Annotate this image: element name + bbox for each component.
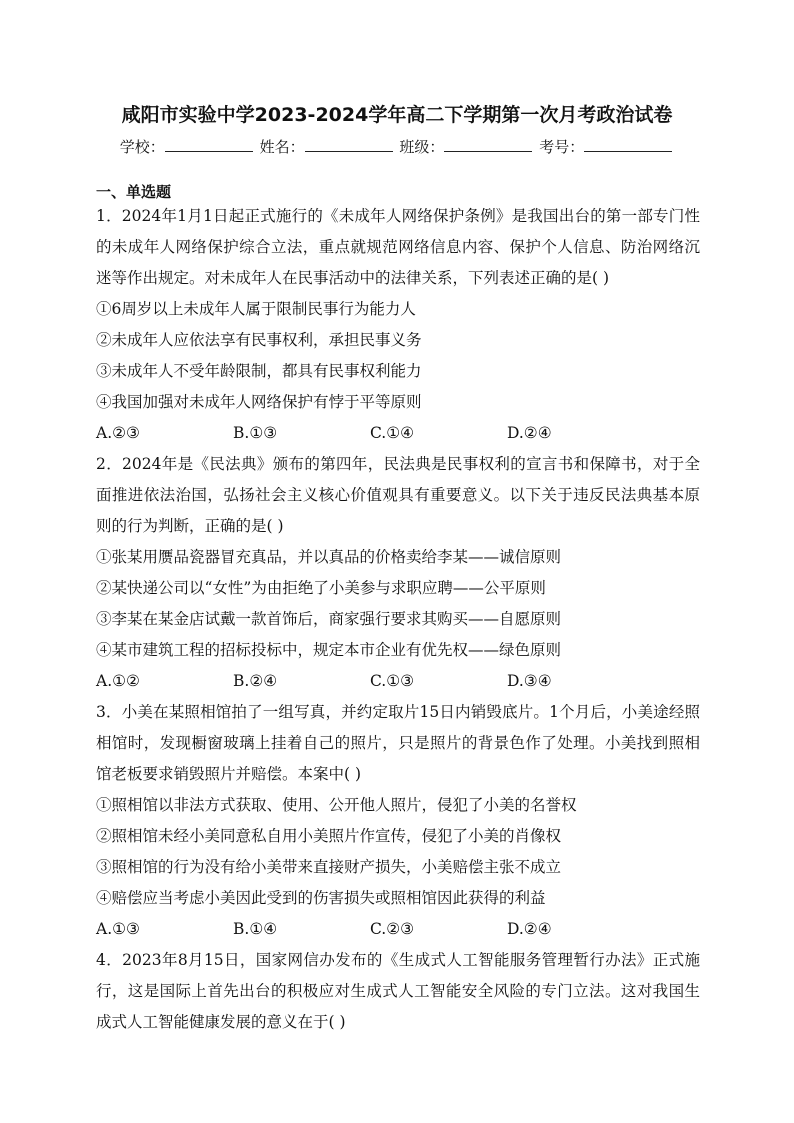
answer-choices [96, 666, 700, 697]
answer-choices [96, 418, 700, 449]
class-label: 班级： [399, 138, 445, 156]
statement-option: ①张某用赝品瓷器冒充真品，并以真品的价格卖给李某——诚信原则 [96, 548, 562, 566]
choice-d[interactable]: D.③④ [507, 672, 552, 690]
statement-option: ①6周岁以上未成年人属于限制民事行为能力人 [96, 300, 416, 318]
question-1 [96, 201, 700, 449]
choice-b[interactable]: B.②④ [233, 672, 278, 690]
choice-d[interactable]: D.②④ [507, 920, 552, 938]
choice-a[interactable]: A.①② [96, 672, 140, 690]
statement-option: ③李某在某金店试戴一款首饰后，商家强行要求其购买——自愿原则 [96, 610, 562, 628]
questions-body [96, 201, 700, 1038]
choice-a[interactable]: A.②③ [96, 424, 140, 442]
choice-d[interactable]: D.②④ [507, 424, 552, 442]
statement-option: ④我国加强对未成年人网络保护有悖于平等原则 [96, 393, 422, 411]
question-stem: 1．2024年1月1日起正式施行的《未成年人网络保护条例》是我国出台的第一部专门性的未成年人网络保护综合立法，重点就规范网络信息内容、保护个人信息、防治网络沉迷等作出规定。对未成年人在民事活动中的法律关系，下列表述正确的是( ) [96, 207, 700, 287]
statement-option: ④某市建筑工程的招标投标中，规定本市企业有优先权——绿色原则 [96, 641, 562, 659]
statement-option: ④赔偿应当考虑小美因此受到的伤害损失或照相馆因此获得的利益 [96, 889, 546, 907]
question-stem: 3．小美在某照相馆拍了一组写真，并约定取片15日内销毁底片。1个月后，小美途经照相馆时，发现橱窗玻璃上挂着自己的照片，只是照片的背景色作了处理。小美找到照相馆老板要求销毁照片并赔偿。本案中( ) [96, 703, 700, 783]
question-stem: 4．2023年8月15日，国家网信办发布的《生成式人工智能服务管理暂行办法》正式施行，这是国际上首先出台的积极应对生成式人工智能安全风险的专门立法。这对我国生成式人工智能健康发展的意义在于( ) [96, 951, 700, 1031]
exam-title: 咸阳市实验中学2023-2024学年高二下学期第一次月考政治试卷 [121, 104, 673, 126]
question-4 [96, 945, 700, 1038]
student-info-line [0, 136, 794, 157]
statement-option: ②未成年人应依法享有民事权利，承担民事义务 [96, 331, 422, 349]
choice-b[interactable]: B.①③ [233, 424, 278, 442]
choice-c[interactable]: C.②③ [370, 920, 415, 938]
answer-choices [96, 914, 700, 945]
choice-c[interactable]: C.①④ [370, 424, 415, 442]
name-label: 姓名： [259, 138, 305, 156]
question-2 [96, 449, 700, 697]
choice-b[interactable]: B.①④ [233, 920, 278, 938]
statement-option: ②照相馆未经小美同意私自用小美照片作宣传，侵犯了小美的肖像权 [96, 827, 562, 845]
number-blank[interactable] [584, 137, 672, 152]
number-label: 考号： [539, 138, 585, 156]
statement-option: ①照相馆以非法方式获取、使用、公开他人照片，侵犯了小美的名誉权 [96, 796, 577, 814]
statement-option: ③照相馆的行为没有给小美带来直接财产损失，小美赔偿主张不成立 [96, 858, 562, 876]
statement-option: ③未成年人不受年龄限制，都具有民事权利能力 [96, 362, 422, 380]
choice-a[interactable]: A.①③ [96, 920, 140, 938]
name-blank[interactable] [305, 137, 393, 152]
statement-option: ②某快递公司以“女性”为由拒绝了小美参与求职应聘——公平原则 [96, 579, 546, 597]
question-stem: 2．2024年是《民法典》颁布的第四年，民法典是民事权利的宣言书和保障书，对于全面推进依法治国，弘扬社会主义核心价值观具有重要意义。以下关于违反民法典基本原则的行为判断，正确的是( ) [96, 455, 700, 535]
question-3 [96, 697, 700, 945]
class-blank[interactable] [444, 137, 532, 152]
choice-c[interactable]: C.①③ [370, 672, 415, 690]
school-label: 学校： [119, 138, 165, 156]
section-title: 一、单选题 [96, 183, 172, 201]
school-blank[interactable] [165, 137, 253, 152]
